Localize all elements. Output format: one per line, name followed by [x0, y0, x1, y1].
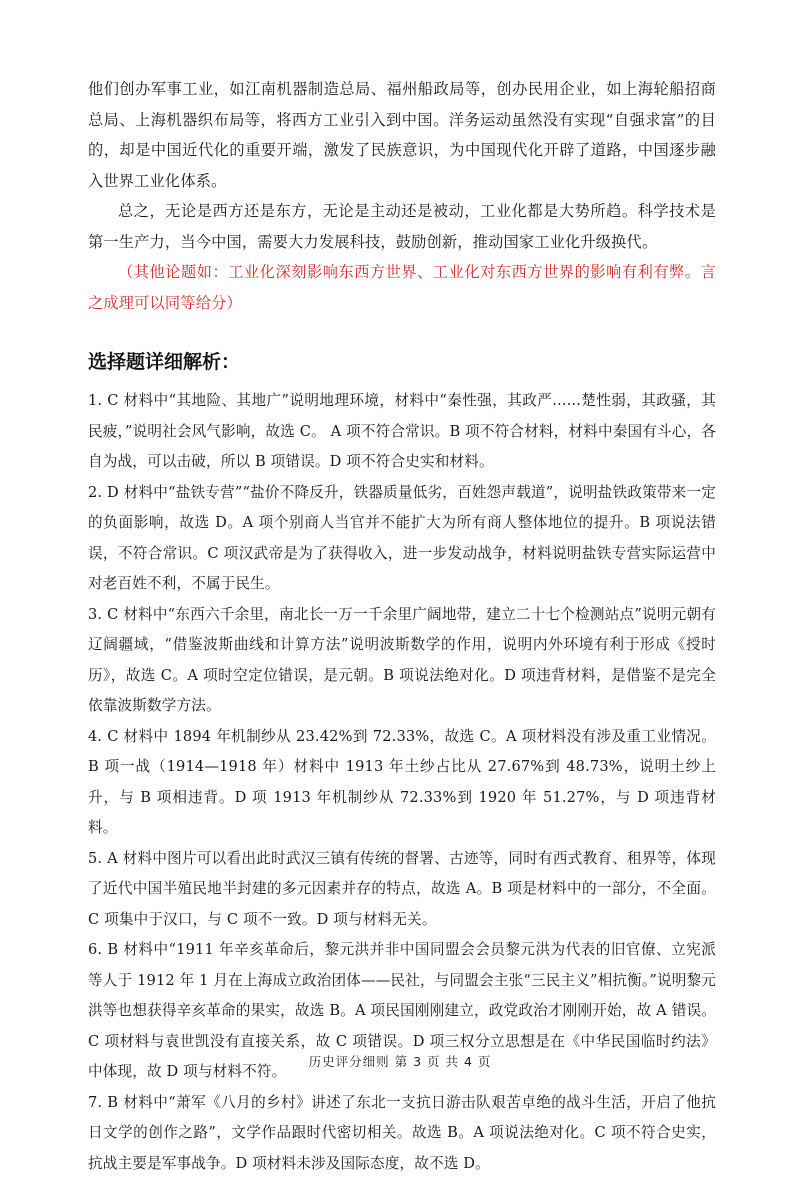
answer-item-5: 5. A 材料中图片可以看出此时武汉三镇有传统的督署、古迹等，同时有西式教育、租界等，体现了近代中国半殖民地半封建的多元因素并存的特点，故选 A。B 项是材料中的一部分，不全面。C 项集中于汉口，与 C 项不一致。D 项与材料无关。 [88, 844, 716, 936]
answer-item-2: 2. D 材料中“盐铁专营”“盐价不降反升，铁器质量低劣，百姓怨声载道”，说明盐铁政策带来一定的负面影响，故选 D。A 项个别商人当官并不能扩大为所有商人整体地位的提升。B 项说法错误，不符合常识。C 项汉武帝是为了获得收入，进一步发动战争，材料说明盐铁专营实际运营中对老百姓不利，不属于民生。 [88, 478, 716, 600]
answer-item-3: 3. C 材料中“东西六千余里，南北长一万一千余里广阔地带，建立二十七个检测站点”说明元朝有辽阔疆域，“借鉴波斯曲线和计算方法”说明波斯数学的作用，说明内外环境有利于形成《授时历》，故选 C。A 项时空定位错误，是元朝。B 项说法绝对化。D 项违背材料，是借鉴不是完全依靠波斯数学方法。 [88, 600, 716, 722]
answer-item-1: 1. C 材料中“其地险、其地广”说明地理环境，材料中“秦性强，其政严......楚性弱，其政骚，其民疲，”说明社会风气影响，故选 C。 A 项不符合常识。B 项不符合材料，材料中秦国有斗心，各自为战，可以击破，所以 B 项错误。D 项不符合史实和材料。 [88, 386, 716, 478]
page-footer: 历史评分细则 第 3 页 共 4 页 [0, 1052, 800, 1070]
answer-item-6: 6. B 材料中“1911 年辛亥革命后，黎元洪并非中国同盟会会员黎元洪为代表的旧官僚、立宪派等人于 1912 年 1 月在上海成立政治团体——民社，与同盟会主张“三民主义”相抗衡。”说明黎元洪等也想获得辛亥革命的果实，故选 B。A 项民国刚刚建立，政党政治才刚刚开始，故 A 错误。C 项材料与袁世凯没有直接关系，故 C 项错误。D 项三权分立思想是在《中华民国临时约法》中体现，故 D 项与材料不符。 [88, 935, 716, 1088]
section-title: 选择题详细解析： [88, 348, 716, 376]
answer-item-7: 7. B 材料中“萧军《八月的乡村》讲述了东北一支抗日游击队艰苦卓绝的战斗生活，开启了他抗日文学的创作之路”，文学作品跟时代密切相关。故选 B。A 项说法绝对化。C 项不符合史实，抗战主要是军事战争。D 项材料未涉及国际态度，故不选 D。 [88, 1088, 716, 1179]
document-page [88, 74, 716, 1179]
conclusion-paragraph: 总之，无论是西方还是东方，无论是主动还是被动，工业化都是大势所趋。科学技术是第一生产力，当今中国，需要大力发展科技，鼓励创新，推动国家工业化升级换代。 [88, 196, 716, 257]
intro-paragraph-1: 他们创办军事工业，如江南机器制造总局、福州船政局等，创办民用企业，如上海轮船招商总局、上海机器织布局等，将西方工业引入到中国。洋务运动虽然没有实现“自强求富”的目的，却是中国近代化的重要开端，激发了民族意识，为中国现代化开辟了道路，中国逐步融入世界工业化体系。 [88, 74, 716, 196]
answer-item-4: 4. C 材料中 1894 年机制纱从 23.42%到 72.33%，故选 C。A 项材料没有涉及重工业情况。B 项一战（1914—1918 年）材料中 1913 年土纱占比从 27.67%到 48.73%，说明土纱上升，与 B 项相违背。D 项 1913 年机制纱从 72.33%到 1920 年 51.27%，与 D 项违背材料。 [88, 722, 716, 844]
grading-note: （其他论题如：工业化深刻影响东西方世界、工业化对东西方世界的影响有利有弊。言之成理可以同等给分） [88, 257, 716, 318]
